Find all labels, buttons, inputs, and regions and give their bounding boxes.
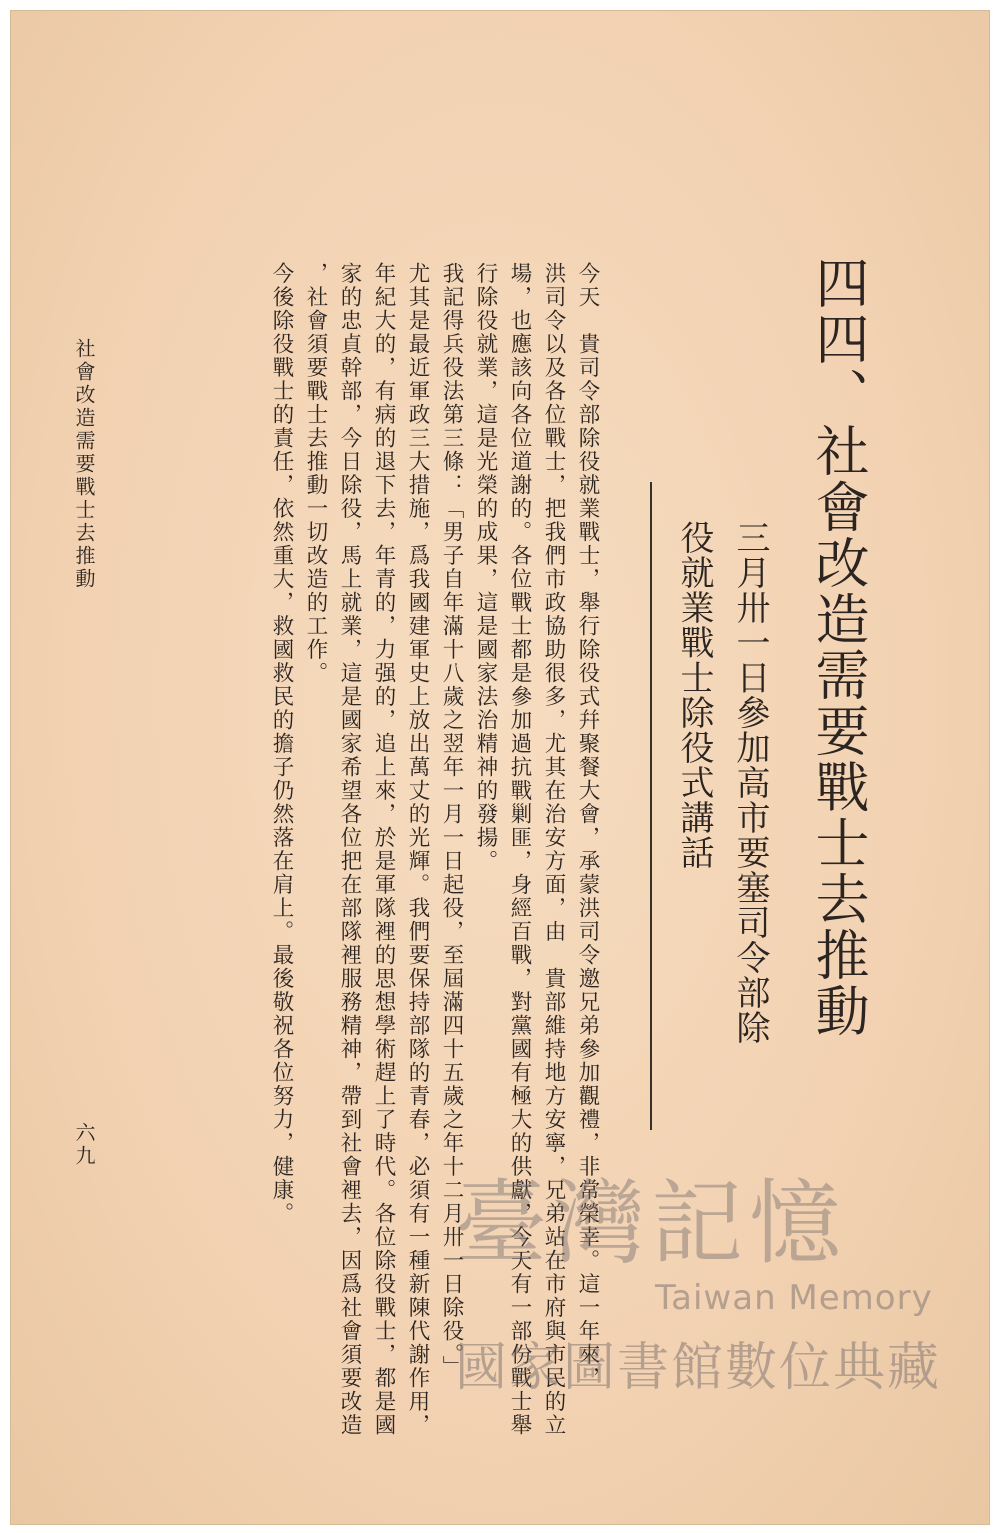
subtitle-line-2: 役就業戰士除役式講話 <box>674 520 714 870</box>
body-line-10: 今後除役戰士的責任，依然重大，救國救民的擔子仍然落在肩上。最後敬祝各位努力，健康。 <box>269 262 294 1226</box>
watermark-english: Taiwan Memory <box>655 1278 933 1318</box>
page-number: 六九 <box>72 1122 96 1168</box>
watermark-library: 國家圖書館數位典藏 <box>455 1338 942 1398</box>
body-line-9: ，社會須要戰士去推動一切改造的工作。 <box>303 262 328 685</box>
body-line-4: 行除役就業，這是光榮的成果，這是國家法治精神的發揚。 <box>473 262 498 873</box>
body-line-8: 家的忠貞幹部，今日除役，馬上就業，這是國家希望各位把在部隊裡服務精神，帶到社會裡去，因爲社會須要改造 <box>337 262 362 1437</box>
body-line-2: 洪司令以及各位戰士，把我們市政協助很多，尤其在治安方面，由 貴部維持地方安寧，兄弟站在市府與市民的立 <box>541 262 566 1437</box>
running-title: 社會改造需要戰士去推動 <box>72 338 96 591</box>
subtitle-line-1: 三月卅一日參加高市要塞司令部除 <box>730 520 770 1045</box>
body-line-1: 今天 貴司令部除役就業戰士，舉行除役式幷聚餐大會，承蒙洪司令邀兄弟參加觀禮，非常榮幸。這一年來， <box>575 262 600 1390</box>
body-line-7: 年紀大的，有病的退下去，年青的，力强的，追上來，於是軍隊裡的思想學術趕上了時代。各位除役戰士，都是國 <box>371 262 396 1437</box>
watermark-logo-text: 臺灣記憶 <box>455 1170 848 1277</box>
body-line-3: 場，也應該向各位道謝的。各位戰士都是參加過抗戰剿匪，身經百戰，對黨國有極大的供獻，今天有一部份戰士舉 <box>507 262 532 1437</box>
body-line-6: 尤其是最近軍政三大措施，爲我國建軍史上放出萬丈的光輝。我們要保持部隊的青春，必須有一種新陳代謝作用， <box>405 262 430 1437</box>
body-line-5: 我記得兵役法第三條：「男子自年滿十八歲之翌年一月一日起役，至屆滿四十五歲之年十二月卅一日除役。」 <box>439 262 464 1380</box>
page-title: 四四、社會改造需要戰士去推動 <box>807 255 870 1039</box>
